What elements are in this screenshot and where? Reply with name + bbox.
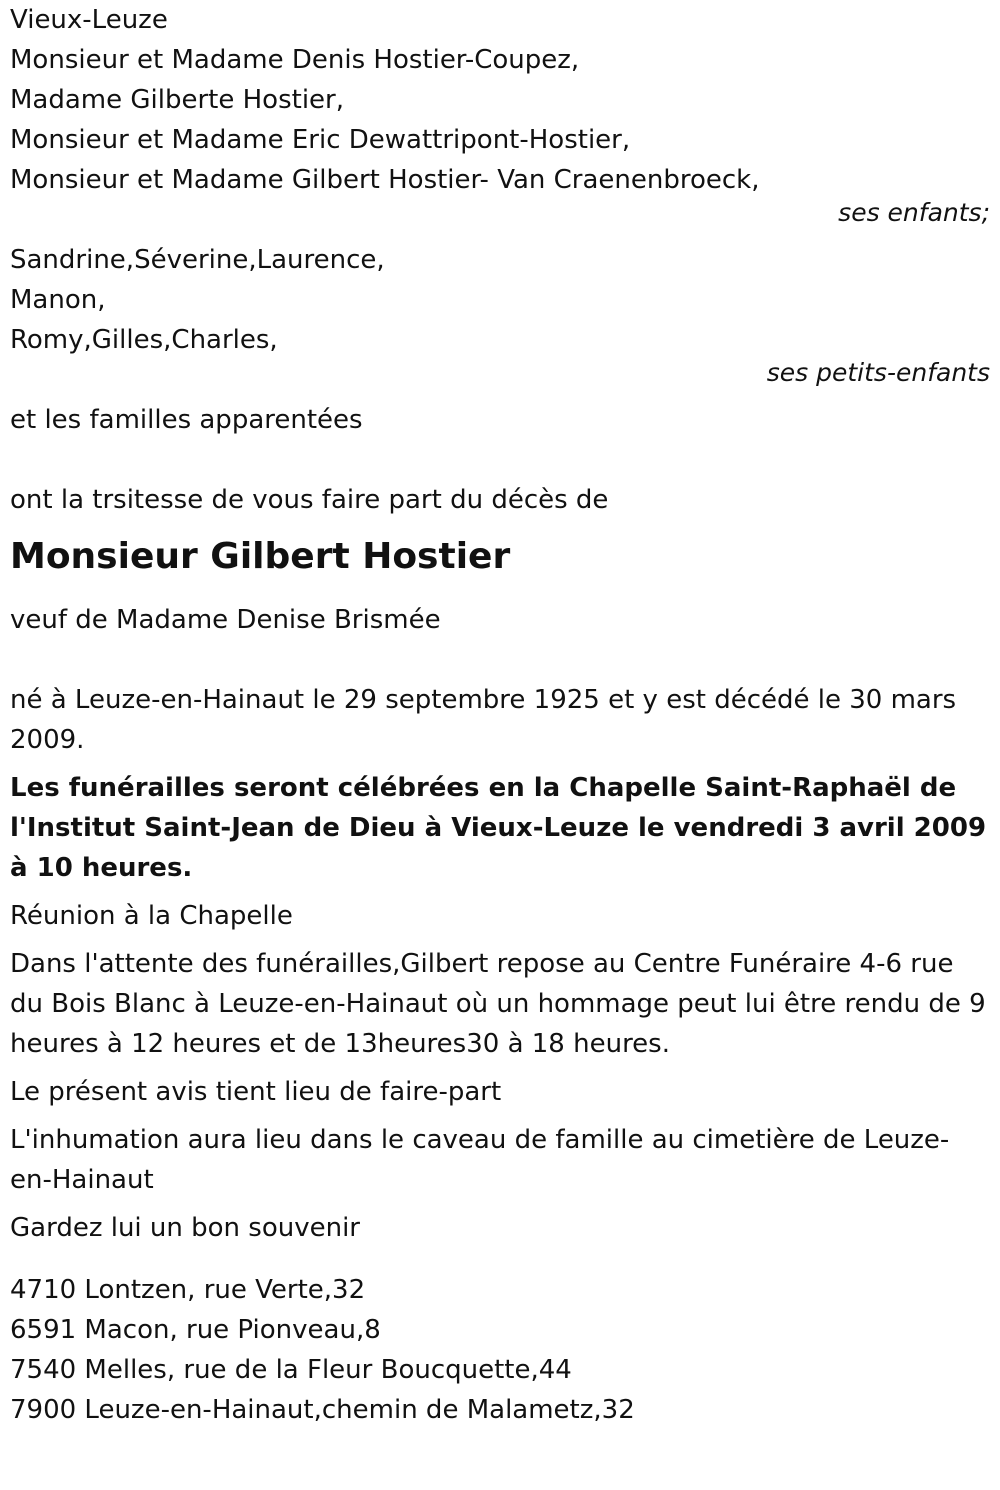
families-line: et les familles apparentées	[10, 405, 363, 435]
announcement-line: ont la trsitesse de vous faire part du décès de	[10, 485, 609, 515]
children-label: ses enfants;	[838, 198, 990, 227]
children-list	[10, 40, 990, 200]
grandchildren-label: ses petits-enfants	[766, 358, 990, 387]
address-line: 4710 Lontzen, rue Verte,32	[10, 1275, 366, 1305]
child-line: Monsieur et Madame Denis Hostier-Coupez,	[10, 45, 580, 75]
child-line: Madame Gilberte Hostier,	[10, 85, 345, 115]
addresses-list	[10, 1270, 990, 1430]
grandchild-line: Manon,	[10, 285, 106, 315]
location: Vieux-Leuze	[10, 5, 168, 35]
funeral-paragraph: Les funérailles seront célébrées en la Chapelle Saint-Raphaël de l'Institut Saint-Jean de Dieu à Vieux-Leuze le vendredi 3 avril 2009 à 10 heures.	[10, 773, 987, 883]
grandchildren-list	[10, 240, 990, 360]
child-line: Monsieur et Madame Gilbert Hostier- Van Craenenbroeck,	[10, 165, 760, 195]
waiting-paragraph: Dans l'attente des funérailles,Gilbert repose au Centre Funéraire 4-6 rue du Bois Blanc à Leuze-en-Hainaut où un hommage peut lui être rendu de 9 heures à 12 heures et de 13heures30 à 18 heures.	[10, 949, 986, 1059]
address-line: 6591 Macon, rue Pionveau,8	[10, 1315, 381, 1345]
grandchild-line: Romy,Gilles,Charles,	[10, 325, 278, 355]
child-line: Monsieur et Madame Eric Dewattripont-Hostier,	[10, 125, 631, 155]
grandchild-line: Sandrine,Séverine,Laurence,	[10, 245, 385, 275]
remember-line: Gardez lui un bon souvenir	[10, 1213, 360, 1243]
meeting-line: Réunion à la Chapelle	[10, 901, 293, 931]
address-line: 7540 Melles, rue de la Fleur Boucquette,44	[10, 1355, 572, 1385]
deceased-name: Monsieur Gilbert Hostier	[10, 536, 511, 577]
widower-line: veuf de Madame Denise Brismée	[10, 605, 441, 635]
notice-line: Le présent avis tient lieu de faire-part	[10, 1077, 502, 1107]
birth-death-paragraph: né à Leuze-en-Hainaut le 29 septembre 1925 et y est décédé le 30 mars 2009.	[10, 685, 957, 755]
burial-paragraph: L'inhumation aura lieu dans le caveau de famille au cimetière de Leuze-en-Hainaut	[10, 1125, 950, 1195]
address-line: 7900 Leuze-en-Hainaut,chemin de Malametz,32	[10, 1395, 635, 1425]
